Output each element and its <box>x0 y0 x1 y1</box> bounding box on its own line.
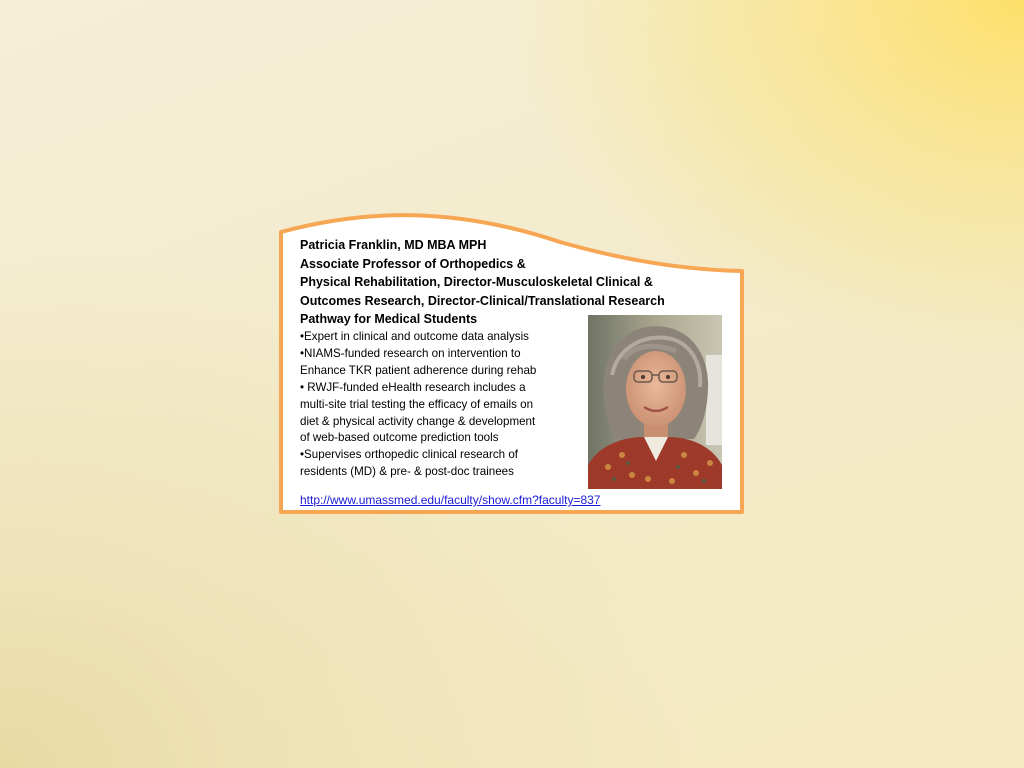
bullet-text: multi-site trial testing the efficacy of emails on <box>300 397 534 411</box>
bullet-text: Enhance TKR patient adherence during rehab <box>300 363 537 377</box>
profile-title-line: Physical Rehabilitation, Director-Musculoskeletal Clinical & <box>300 275 653 290</box>
portrait-photo-icon <box>588 315 722 489</box>
bullet-item <box>300 346 578 380</box>
bullet-text: •Supervises orthopedic clinical research of <box>300 448 519 462</box>
faculty-profile-link[interactable]: http://www.umassmed.edu/faculty/show.cfm?faculty=837 <box>300 493 601 507</box>
bullet-text: diet & physical activity change & development <box>300 414 536 428</box>
bullet-text: of web-based outcome prediction tools <box>300 431 499 445</box>
profile-title-line: Pathway for Medical Students <box>300 312 478 327</box>
bullet-item <box>300 380 578 448</box>
bullet-text: •NIAMS-funded research on intervention to <box>300 346 521 360</box>
profile-name: Patricia Franklin, MD MBA MPH <box>300 238 487 252</box>
bullet-text: residents (MD) & pre- & post-doc trainees <box>300 465 514 479</box>
bullet-text: •Expert in clinical and outcome data analysis <box>300 329 529 343</box>
profile-title-line: Outcomes Research, Director-Clinical/Translational Research <box>300 293 665 308</box>
profile-title-line: Associate Professor of Orthopedics & <box>300 256 526 271</box>
bullet-item <box>300 447 578 481</box>
bullet-list <box>300 329 578 481</box>
bullet-text: • RWJF-funded eHealth research includes a <box>300 380 526 394</box>
bullet-item <box>300 329 578 346</box>
